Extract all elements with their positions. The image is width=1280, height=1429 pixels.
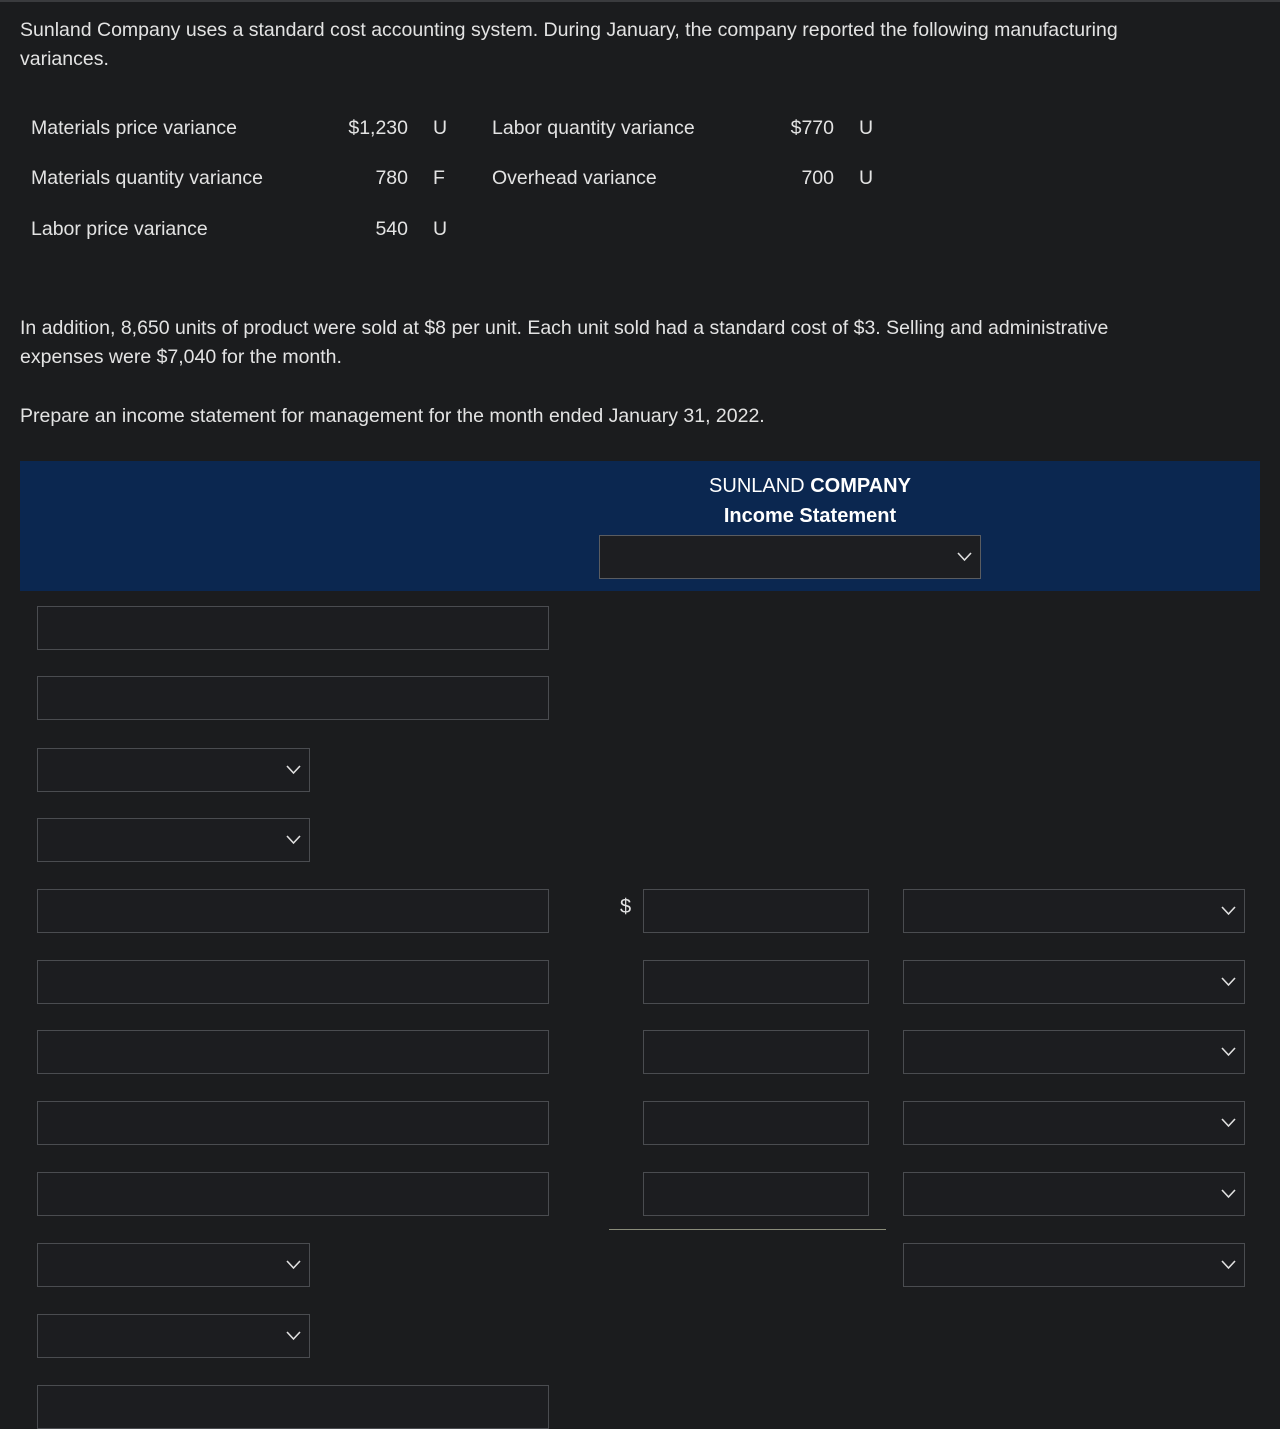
currency-symbol: $	[620, 896, 632, 918]
statement-title: Income Statement	[723, 505, 897, 527]
variance-amount-input-3[interactable]	[643, 1030, 869, 1074]
line-select-2[interactable]	[37, 818, 310, 862]
chevron-down-icon	[1221, 1186, 1236, 1201]
variance-label-input-4[interactable]	[37, 1101, 549, 1145]
variance-label-input-3[interactable]	[37, 1030, 549, 1074]
fu-select-3[interactable]	[903, 1030, 1245, 1074]
problem-addition	[20, 314, 1220, 372]
variance-amount-labor-price: 540	[375, 218, 408, 240]
variance-amount-input-5[interactable]	[643, 1172, 869, 1216]
subtotal-rule	[609, 1229, 886, 1230]
variance-label-input-1[interactable]	[37, 889, 549, 933]
variance-type-labor-quantity: U	[859, 117, 874, 139]
fu-select-1[interactable]	[903, 889, 1245, 933]
addition-line-2: expenses were $7,040 for the month.	[20, 346, 342, 368]
line-select-4[interactable]	[37, 1314, 310, 1358]
chevron-down-icon	[1221, 1115, 1236, 1130]
intro-line-1: Sunland Company uses a standard cost accounting system. During January, the company reported the following manufacturing	[20, 19, 1118, 41]
chevron-down-icon	[1221, 903, 1236, 918]
top-divider	[0, 0, 1280, 2]
variance-amount-input-1[interactable]	[643, 889, 869, 933]
variance-label-materials-price: Materials price variance	[31, 117, 237, 139]
instruction-text: Prepare an income statement for management for the month ended January 31, 2022.	[20, 405, 765, 427]
line-select-3[interactable]	[37, 1243, 310, 1287]
line-select-1[interactable]	[37, 748, 310, 792]
variance-type-materials-quantity: F	[433, 167, 445, 189]
intro-line-2: variances.	[20, 48, 109, 70]
variance-label-labor-quantity: Labor quantity variance	[492, 117, 695, 139]
fu-select-6[interactable]	[903, 1243, 1245, 1287]
chevron-down-icon	[286, 1328, 301, 1343]
bottom-label-input[interactable]	[37, 1385, 549, 1429]
chevron-down-icon	[1221, 1044, 1236, 1059]
variance-amount-input-4[interactable]	[643, 1101, 869, 1145]
revenue-label-input[interactable]	[37, 606, 549, 650]
variance-type-labor-price: U	[433, 218, 448, 240]
variance-amount-input-2[interactable]	[643, 960, 869, 1004]
variance-label-materials-quantity: Materials quantity variance	[31, 167, 263, 189]
chevron-down-icon	[286, 762, 301, 777]
variance-amount-overhead: 700	[801, 167, 834, 189]
fu-select-4[interactable]	[903, 1101, 1245, 1145]
problem-intro	[20, 16, 1220, 74]
chevron-down-icon	[957, 549, 972, 564]
chevron-down-icon	[1221, 974, 1236, 989]
cost-label-input[interactable]	[37, 676, 549, 720]
variance-amount-materials-price: $1,230	[348, 117, 408, 139]
fu-select-2[interactable]	[903, 960, 1245, 1004]
variance-label-labor-price: Labor price variance	[31, 218, 208, 240]
variance-amount-labor-quantity: $770	[790, 117, 834, 139]
statement-header	[20, 461, 1260, 591]
variance-amount-materials-quantity: 780	[375, 167, 408, 189]
variance-type-materials-price: U	[433, 117, 448, 139]
variance-label-input-5[interactable]	[37, 1172, 549, 1216]
addition-line-1: In addition, 8,650 units of product were sold at $8 per unit. Each unit sold had a standard cost of $3. Selling and administrative	[20, 317, 1109, 339]
chevron-down-icon	[286, 832, 301, 847]
company-name-bold: COMPANY	[810, 475, 911, 497]
chevron-down-icon	[286, 1257, 301, 1272]
variance-label-input-2[interactable]	[37, 960, 549, 1004]
period-select[interactable]	[599, 535, 981, 579]
variance-type-overhead: U	[859, 167, 874, 189]
company-name	[20, 475, 1280, 498]
fu-select-5[interactable]	[903, 1172, 1245, 1216]
variance-label-overhead: Overhead variance	[492, 167, 657, 189]
company-name-regular: SUNLAND	[709, 475, 811, 497]
chevron-down-icon	[1221, 1257, 1236, 1272]
